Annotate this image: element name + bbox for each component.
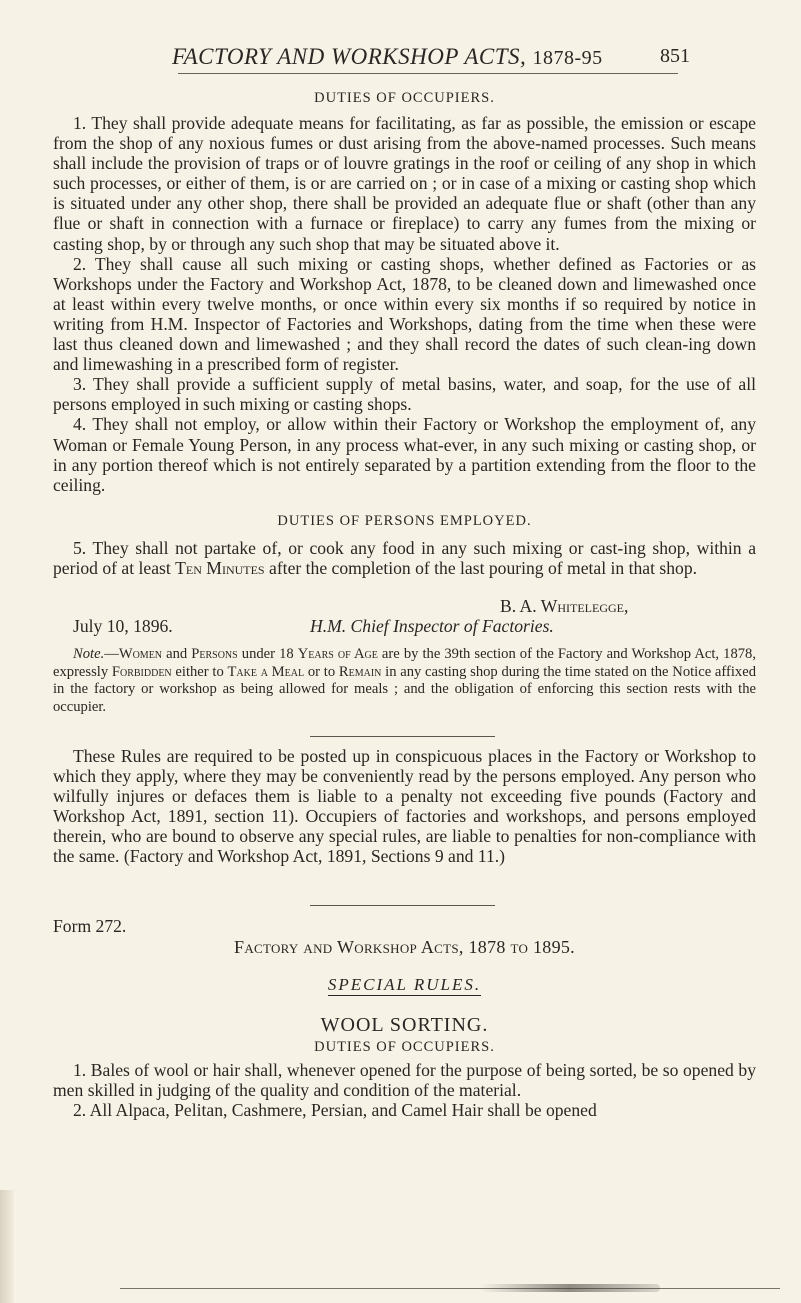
header-title: FACTORY AND WORKSHOP ACTS, 1878-95 (172, 44, 603, 69)
duty-paragraph-5: 5. They shall not partake of, or cook any food in any such mixing or cast-ing shop, within a period of at least Ten Minutes after the completion of the last pouring of metal in that shop. (53, 538, 756, 579)
act-title: Factory and Workshop Acts, 1878 to 1895. (234, 937, 575, 957)
wool-rule-1: 1. Bales of wool or hair shall, whenever opened for the purpose of being sorted, be so opened by men skilled in judging of the quality and condition of the material. (53, 1060, 756, 1101)
duty-paragraph-1: 1. They shall provide adequate means for facilitating, as far as possible, the emission or escape from the shop of any noxious fumes or dust arising from the above-named processes. Such means shall include the provision of traps or of louvre gratings in the roof or ceiling of any shop in which such processes, or either of them, is or are carried on ; or in case of a mixing or casting shop which is situated under any other shop, there shall be provided an adequate flue or shaft (other than any flue or shaft in connection with a furnace or fireplace) to carry any fumes from the mixing or casting shop, by or through any such shop that may be situated above it. (53, 113, 756, 254)
divider-rule-1 (310, 736, 495, 737)
occupier-duties (53, 113, 756, 495)
wool-sorting-heading: WOOL SORTING. (320, 1014, 489, 1036)
special-rules-heading: SPECIAL RULES. (327, 975, 482, 994)
posting-rules (53, 746, 756, 867)
note-text: Note.—Women and Persons under 18 Years of Age are by the 39th section of the Factory and Workshop Act, 1878, expressly Forbidden either to Take a Meal or to Remain in any casting shop during the time stated on the Notice affixed in the factory or workshop as being allowed for meals ; and the obligation of enforcing this section rests with the occupier. (53, 646, 756, 715)
header-years: 1878-95 (532, 47, 603, 69)
signatory-name: B. A. Whitelegge, (500, 596, 629, 616)
running-header (170, 40, 690, 70)
signatory-title: H.M. Chief Inspector of Factories. (310, 616, 554, 636)
emphasis-ten-minutes: Ten Minutes (175, 558, 265, 579)
duty-paragraph-4: 4. They shall not employ, or allow within their Factory or Workshop the employment of, any Woman or Female Young Person, in any process what-ever, in any such mixing or casting shop, or in any portion thereof which is not entirely separated by a partition extending from the floor to the ceiling. (53, 414, 756, 495)
employed-duties (53, 538, 756, 578)
scan-edge (0, 1190, 14, 1303)
divider-rule-2 (310, 905, 495, 906)
wool-rules (53, 1060, 756, 1120)
wool-rule-2: 2. All Alpaca, Pelitan, Cashmere, Persian, and Camel Hair shall be opened (73, 1100, 597, 1121)
page-number: 851 (660, 45, 690, 67)
section-heading-occupiers: DUTIES OF OCCUPIERS. (314, 90, 495, 106)
note-label: Note. (73, 646, 105, 662)
form-number: Form 272. (53, 916, 127, 936)
scan-smudge (480, 1284, 660, 1292)
signature-date: July 10, 1896. (73, 616, 173, 636)
header-rule (178, 73, 678, 74)
duty-paragraph-3: 3. They shall provide a sufficient supply of metal basins, water, and soap, for the use of all persons employed in such mixing or casting shops. (53, 374, 756, 415)
duty-paragraph-2: 2. They shall cause all such mixing or casting shops, whether defined as Factories or as Workshops under the Factory and Workshop Act, 1878, to be cleaned down and limewashed once at least within every twelve months, or once within every six months if so required by notice in writing from H.M. Inspector of Factories and Workshops, dating from the time when these were last thus cleaned down and limewashed ; and they shall record the dates of such clean-ing down and limewashing in a prescribed form of register. (53, 253, 756, 375)
section-heading-employed: DUTIES OF PERSONS EMPLOYED. (277, 513, 532, 529)
note-block (53, 646, 756, 716)
page-bottom-edge (120, 1288, 780, 1289)
posting-rules-text: These Rules are required to be posted up in conspicuous places in the Factory or Workshop to which they apply, where they may be conveniently read by the persons employed. Any person who wilfully injures or defaces them is liable to a penalty not exceeding five pounds (Factory and Workshop Act, 1891, section 11). Occupiers of factories and workshops, and persons employed therein, who are bound to observe any special rules, are liable to penalties for non-compliance with the same. (Factory and Workshop Act, 1891, Sections 9 and 11.) (53, 746, 756, 867)
wool-occupiers-subheading: DUTIES OF OCCUPIERS. (314, 1039, 495, 1055)
